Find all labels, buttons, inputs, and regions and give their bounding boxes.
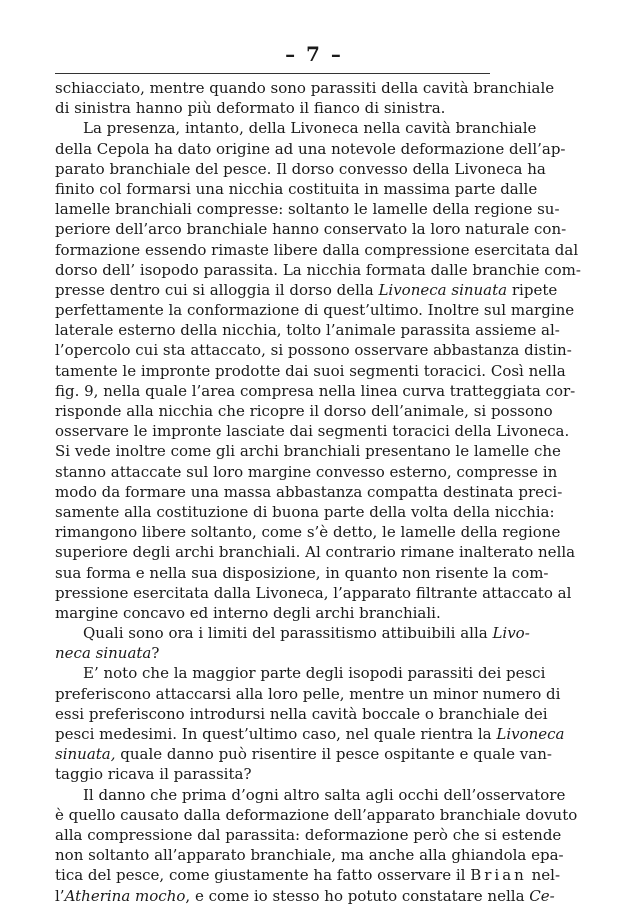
text-fragment: , e come io stesso ho potuto constatare nella — [185, 886, 530, 905]
text-fragment: pesci medesimi. In quest’ultimo caso, nel quale rientra la — [55, 725, 497, 743]
text-line: schiacciato, mentre quando sono parassiti della cavità branchiale — [55, 79, 555, 97]
text-fragment: quale danno può risentire il pesce ospitante e quale van- — [115, 745, 552, 764]
text-line: samente alla costituzione di buona parte della volta della nicchia: — [55, 502, 555, 521]
text-line: perfettamente la conformazione di quest’ultimo. Inoltre sul margine — [55, 301, 575, 320]
text-line — [55, 280, 558, 300]
text-line: di sinistra hanno più deformato il fianco di sinistra. — [55, 99, 446, 118]
header-rule — [55, 73, 490, 74]
text-line: risponde alla nicchia che ricopre il dorso dell’animale, si possono — [55, 402, 553, 420]
text-fragment: nel- — [526, 866, 561, 885]
text-line: parato branchiale del pesce. Il dorso convesso della Livoneca ha — [55, 159, 546, 178]
text-line: preferiscono attaccarsi alla loro pelle, mentre un minor numero di — [55, 684, 561, 703]
text-line: modo da formare una massa abbastanza compatta destinata preci- — [55, 482, 563, 501]
text-line: essi preferiscono introdursi nella cavità boccale o branchiale dei — [55, 704, 548, 723]
text-line: E’ noto che la maggior parte degli isopodi parassiti dei pesci — [83, 664, 546, 683]
text-line: taggio ricava il parassita? — [55, 765, 252, 784]
text-fragment: Quali sono ora i limiti del parassitismo attibuibili alla — [83, 624, 493, 643]
text-fragment: l’ — [55, 886, 65, 905]
text-line: finito col formarsi una nicchia costituita in massima parte dalle — [55, 179, 538, 198]
text-line — [55, 886, 555, 906]
text-line — [55, 744, 552, 764]
text-line: dorso dell’ isopodo parassita. La nicchia formata dalle branchie com- — [55, 260, 581, 279]
text-line: non soltanto all’apparato branchiale, ma anche alla ghiandola epa- — [55, 846, 564, 865]
italic-term: Livoneca — [496, 725, 565, 743]
paragraph — [55, 78, 555, 118]
text-fragment: ? — [151, 644, 160, 663]
italic-term: neca sinuata — [55, 644, 152, 663]
text-line: osservare le impronte lasciate dai segmenti toracici della Livoneca. — [55, 422, 570, 441]
text-line: Si vede inoltre come gli archi branchiali presentano le lamelle che — [55, 442, 561, 461]
text-line: sua forma e nella sua disposizione, in quanto non risente la com- — [55, 563, 549, 582]
paragraph — [55, 118, 581, 623]
page-number: – 7 – — [285, 42, 343, 66]
italic-term: Livo- — [492, 624, 530, 643]
author-name: Brian — [470, 866, 527, 885]
text-line: stanno attaccate sul loro margine convesso esterno, compresse in — [55, 462, 558, 481]
text-line: laterale esterno della nicchia, tolto l’animale parassita assieme al- — [55, 321, 560, 340]
text-line: pressione esercitata dalla Livoneca, l’apparato filtrante attaccato al — [55, 583, 572, 602]
text-fragment: presse dentro cui si alloggia il dorso della — [55, 280, 379, 299]
text-line: La presenza, intanto, della Livoneca nella cavità branchiale — [83, 119, 537, 138]
paragraph — [55, 623, 530, 663]
text-line: l’opercolo cui sta attaccato, si possono osservare abbastanza distin- — [55, 341, 572, 360]
text-fragment: tica del pesce, come giustamente ha fatto osservare il — [55, 866, 471, 885]
paragraph — [55, 663, 565, 784]
text-line: lamelle branchiali compresse: soltanto le lamelle della regione su- — [55, 200, 560, 219]
text-fragment: ripete — [507, 280, 558, 299]
paragraph — [55, 785, 578, 906]
text-line: Il danno che prima d’ogni altro salta agli occhi dell’osservatore — [83, 785, 566, 804]
italic-term: Ce- — [529, 886, 555, 905]
text-line — [55, 724, 565, 744]
text-line: tamente le impronte prodotte dai suoi segmenti toracici. Così nella — [55, 361, 566, 380]
text-line: margine concavo ed interno degli archi branchiali. — [55, 603, 441, 622]
text-line: formazione essendo rimaste libere dalla compressione esercitata dal — [55, 240, 579, 259]
text-line: fig. 9, nella quale l’area compresa nella linea curva tratteggiata cor- — [55, 381, 576, 400]
italic-term: Livoneca sinuata — [378, 280, 508, 299]
text-line: della Cepola ha dato origine ad una notevole deformazione dell’ap- — [55, 139, 566, 158]
text-line: periore dell’arco branchiale hanno conservato la loro naturale con- — [55, 220, 567, 239]
text-line — [55, 865, 561, 885]
text-line — [55, 643, 490, 663]
text-line: rimangono libere soltanto, come s’è detto, le lamelle della regione — [55, 523, 561, 542]
text-line: superiore degli archi branchiali. Al contrario rimane inalterato nella — [55, 543, 576, 562]
text-line: è quello causato dalla deformazione dell’apparato branchiale dovuto — [55, 805, 578, 824]
text-line: alla compressione dal parassita: deformazione però che si estende — [55, 825, 562, 844]
text-line — [55, 623, 530, 643]
body-text — [55, 78, 581, 906]
italic-term: Atherina mocho — [64, 886, 186, 905]
italic-term: sinuata, — [55, 745, 116, 764]
